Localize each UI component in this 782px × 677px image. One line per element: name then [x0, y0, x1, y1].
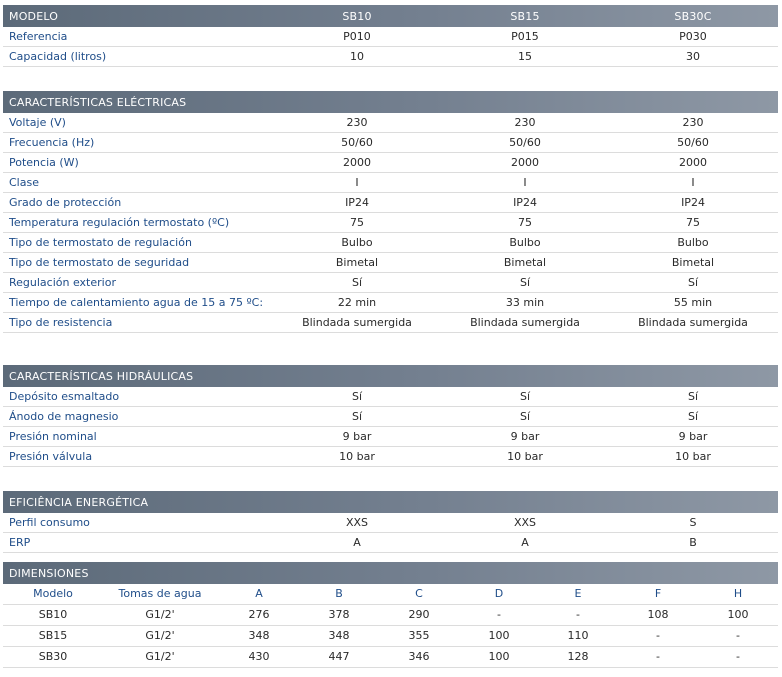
spec-value: Sí [687, 410, 699, 423]
basic-rows [3, 27, 778, 67]
efficiency-header [3, 491, 778, 513]
spec-label: Regulación exterior [9, 276, 116, 289]
spec-value: 2000 [343, 156, 371, 169]
spec-label: Tipo de termostato de regulación [9, 236, 192, 249]
dimension-cell: 100 [488, 629, 510, 642]
spec-value: 2000 [679, 156, 707, 169]
spec-value: Sí [351, 390, 363, 403]
dimension-cell: 355 [408, 629, 430, 642]
spec-value: Bimetal [503, 256, 547, 269]
spec-row [3, 293, 778, 313]
spec-value: 55 min [673, 296, 713, 309]
spec-value: Bulbo [677, 236, 709, 249]
spec-value: 10 bar [675, 450, 711, 463]
dimension-cell: - [497, 608, 501, 621]
spec-value: Sí [687, 390, 699, 403]
model-name: SB15 [510, 9, 540, 23]
spec-row [3, 407, 778, 427]
spec-value: 50/60 [341, 136, 373, 149]
spec-row [3, 253, 778, 273]
spec-label: Perfil consumo [9, 516, 90, 529]
spec-row [3, 427, 778, 447]
spec-row [3, 193, 778, 213]
dimension-cell: - [656, 650, 660, 663]
hydraulic-rows [3, 387, 778, 467]
dimension-column-header: A [255, 587, 263, 600]
spec-value: 9 bar [510, 430, 540, 443]
dimension-cell: SB10 [38, 608, 68, 621]
spec-value: A [353, 536, 361, 549]
spec-value: Bimetal [671, 256, 715, 269]
spec-row [3, 173, 778, 193]
dimension-cell: G1/2' [145, 608, 175, 621]
hydraulic-section [3, 365, 778, 467]
dimension-cell: 348 [328, 629, 350, 642]
spec-value: 33 min [505, 296, 545, 309]
spec-value: 230 [682, 116, 704, 129]
spec-value: 9 bar [678, 430, 708, 443]
spec-row [3, 387, 778, 407]
dimension-column-header: C [415, 587, 423, 600]
spec-label: Clase [9, 176, 39, 189]
dimension-cell: 276 [248, 608, 270, 621]
dimension-column-header: B [335, 587, 343, 600]
spec-value: I [523, 176, 527, 189]
spec-value: Blindada sumergida [638, 316, 748, 329]
spec-label: Tipo de resistencia [9, 316, 113, 329]
spec-row [3, 273, 778, 293]
spec-label: Grado de protección [9, 196, 122, 209]
dimension-column-header: Tomas de agua [118, 587, 202, 600]
spec-label: Presión válvula [9, 450, 93, 463]
spec-value: 30 [686, 50, 700, 63]
spec-value: 9 bar [342, 430, 372, 443]
spec-value: I [691, 176, 695, 189]
electrical-rows [3, 113, 778, 333]
spec-value: 50/60 [677, 136, 709, 149]
dimension-column-header: F [654, 587, 662, 600]
dimensions-column-headers [3, 584, 778, 605]
spec-value: I [355, 176, 359, 189]
dimension-cell: 110 [567, 629, 589, 642]
spec-label: Tiempo de calentamiento agua de 15 a 75 ºC: [9, 296, 264, 309]
spec-value: 22 min [337, 296, 377, 309]
spec-value: 75 [350, 216, 364, 229]
dimension-cell: 128 [567, 650, 589, 663]
spec-row [3, 513, 778, 533]
spec-value: Sí [519, 276, 531, 289]
efficiency-section [3, 491, 778, 553]
spec-label: Tipo de termostato de seguridad [9, 256, 190, 269]
dimension-row [3, 605, 778, 626]
dimension-cell: - [656, 629, 660, 642]
model-name: SB30C [674, 9, 712, 23]
spec-row [3, 113, 778, 133]
dimensions-section [3, 562, 778, 668]
efficiency-rows [3, 513, 778, 553]
efficiency-title: EFICIÊNCIA ENERGÉTICA [9, 495, 149, 509]
dimension-cell: 447 [328, 650, 350, 663]
spec-value: IP24 [681, 196, 705, 209]
spec-value: A [521, 536, 529, 549]
dimension-column-header: H [733, 587, 743, 600]
spec-label: Depósito esmaltado [9, 390, 120, 403]
dimension-row [3, 626, 778, 647]
dimensions-title: DIMENSIONES [9, 566, 89, 580]
spec-value: 10 bar [339, 450, 375, 463]
dimension-cell: G1/2' [145, 650, 175, 663]
spec-value: IP24 [345, 196, 369, 209]
spec-value: 10 [350, 50, 364, 63]
spec-value: P030 [679, 30, 707, 43]
dimension-cell: 100 [488, 650, 510, 663]
spec-label: Presión nominal [9, 430, 97, 443]
dimension-column-header: D [494, 587, 504, 600]
dimension-cell: G1/2' [145, 629, 175, 642]
hydraulic-header [3, 365, 778, 387]
model-header-row [3, 5, 778, 27]
dimension-cell: - [576, 608, 580, 621]
spec-label: Ánodo de magnesio [9, 410, 119, 423]
spec-value: Bimetal [335, 256, 379, 269]
spec-value: IP24 [513, 196, 537, 209]
electrical-title: CARACTERÍSTICAS ELÉCTRICAS [9, 95, 187, 109]
spec-label: Referencia [9, 30, 68, 43]
spec-value: Bulbo [341, 236, 373, 249]
dimension-cell: 348 [248, 629, 270, 642]
spec-value: 15 [518, 50, 532, 63]
spec-value: Bulbo [509, 236, 541, 249]
electrical-header [3, 91, 778, 113]
spec-value: P015 [511, 30, 539, 43]
spec-row [3, 47, 778, 67]
spec-value: XXS [513, 516, 537, 529]
spec-value: P010 [343, 30, 371, 43]
spec-value: 50/60 [509, 136, 541, 149]
dimension-cell: 430 [248, 650, 270, 663]
spec-label: Capacidad (litros) [9, 50, 107, 63]
spec-value: Sí [351, 410, 363, 423]
electrical-section [3, 91, 778, 333]
spec-value: S [689, 516, 697, 529]
spec-value: Sí [687, 276, 699, 289]
spec-value: 230 [514, 116, 536, 129]
spec-value: B [689, 536, 697, 549]
spec-row [3, 27, 778, 47]
spec-value: Sí [519, 390, 531, 403]
dimension-cell: - [736, 650, 740, 663]
spec-row [3, 313, 778, 333]
spec-value: 10 bar [507, 450, 543, 463]
spec-row [3, 533, 778, 553]
dimension-cell: 378 [328, 608, 350, 621]
spec-row [3, 213, 778, 233]
spec-value: 230 [346, 116, 368, 129]
dimension-column-header: Modelo [33, 587, 73, 600]
spec-value: Blindada sumergida [470, 316, 580, 329]
spec-label: Potencia (W) [9, 156, 79, 169]
spec-label: Voltaje (V) [9, 116, 66, 129]
model-section [3, 5, 778, 67]
spec-row [3, 233, 778, 253]
dimensions-header [3, 562, 778, 584]
spec-value: 75 [686, 216, 700, 229]
spec-value: 2000 [511, 156, 539, 169]
dimension-cell: 346 [408, 650, 430, 663]
dimension-cell: 100 [727, 608, 749, 621]
spec-value: Blindada sumergida [302, 316, 412, 329]
spec-label: Temperatura regulación termostato (ºC) [9, 216, 230, 229]
dimension-cell: - [736, 629, 740, 642]
spec-label: Frecuencia (Hz) [9, 136, 95, 149]
dimension-row [3, 647, 778, 668]
spec-row [3, 133, 778, 153]
spec-value: 75 [518, 216, 532, 229]
spec-value: XXS [345, 516, 369, 529]
dimension-column-header: E [574, 587, 582, 600]
spec-row [3, 447, 778, 467]
spec-value: Sí [351, 276, 363, 289]
spec-value: Sí [519, 410, 531, 423]
spec-row [3, 153, 778, 173]
model-header-label: MODELO [9, 9, 59, 23]
dimensions-rows [3, 605, 778, 668]
dimension-cell: SB15 [38, 629, 68, 642]
dimension-cell: 290 [408, 608, 430, 621]
dimension-cell: SB30 [38, 650, 68, 663]
spec-label: ERP [9, 536, 31, 549]
model-name: SB10 [342, 9, 372, 23]
dimension-cell: 108 [647, 608, 669, 621]
hydraulic-title: CARACTERÍSTICAS HIDRÁULICAS [9, 369, 194, 383]
